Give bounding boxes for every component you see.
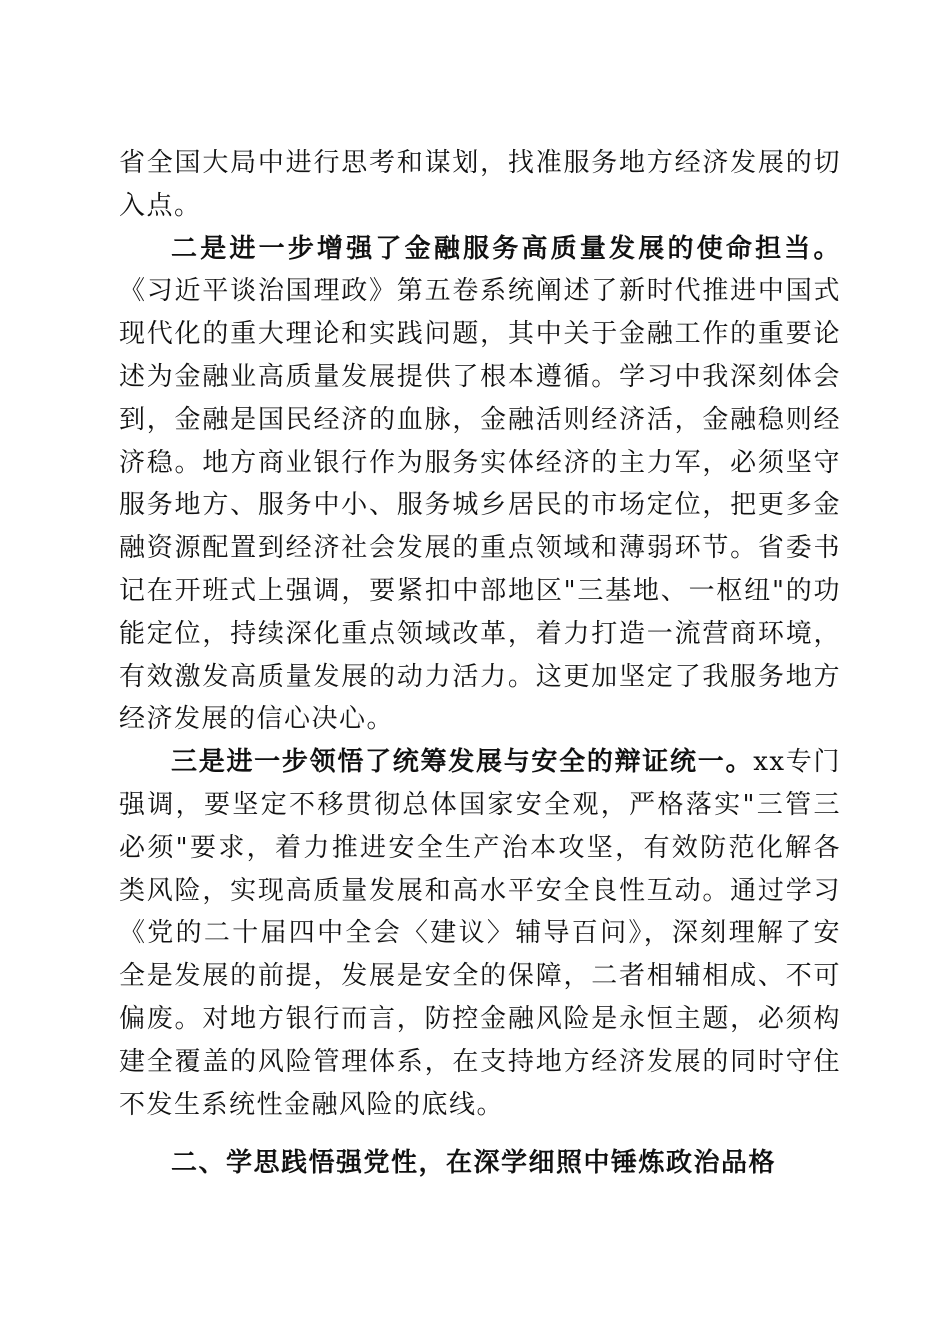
paragraph-lead: 三是进一步领悟了统筹发展与安全的辩证统一。 [171, 747, 754, 778]
document-page [119, 142, 841, 1185]
paragraph-body: xx专门强调，要坚定不移贯彻总体国家安全观，严格落实"三管三必须"要求，着力推进安全生产治本攻坚，有效防范化解各类风险，实现高质量发展和高水平安全良性互动。通过学习《党的二十届四中全会〈建议〉辅导百问》，深刻理解了安全是发展的前提，发展是安全的保障，二者相辅相成、不可偏废。对地方银行而言，防控金融风险是永恒主题，必须构建全覆盖的风险管理体系，在支持地方经济发展的同时守住不发生系统性金融风险的底线。 [119, 747, 841, 1120]
paragraph-lead: 二是进一步增强了金融服务高质量发展的使命担当。 [171, 233, 841, 264]
paragraph-point-three [119, 741, 841, 1126]
paragraph-continuation [119, 142, 841, 228]
paragraph-point-two [119, 228, 841, 742]
paragraph-body: 《习近平谈治国理政》第五卷系统阐述了新时代推进中国式现代化的重大理论和实践问题，其中关于金融工作的重要论述为金融业高质量发展提供了根本遵循。学习中我深刻体会到，金融是国民经济的血脉，金融活则经济活，金融稳则经济稳。地方商业银行作为服务实体经济的主力军，必须坚守服务地方、服务中小、服务城乡居民的市场定位，把更多金融资源配置到经济社会发展的重点领域和薄弱环节。省委书记在开班式上强调，要紧扣中部地区"三基地、一枢纽"的功能定位，持续深化重点领域改革，着力打造一流营商环境，有效激发高质量发展的动力活力。这更加坚定了我服务地方经济发展的信心决心。 [119, 276, 841, 735]
section-heading: 二、学思践悟强党性，在深学细照中锤炼政治品格 [171, 1148, 777, 1179]
paragraph-body: 省全国大局中进行思考和谋划，找准服务地方经济发展的切入点。 [119, 148, 841, 221]
